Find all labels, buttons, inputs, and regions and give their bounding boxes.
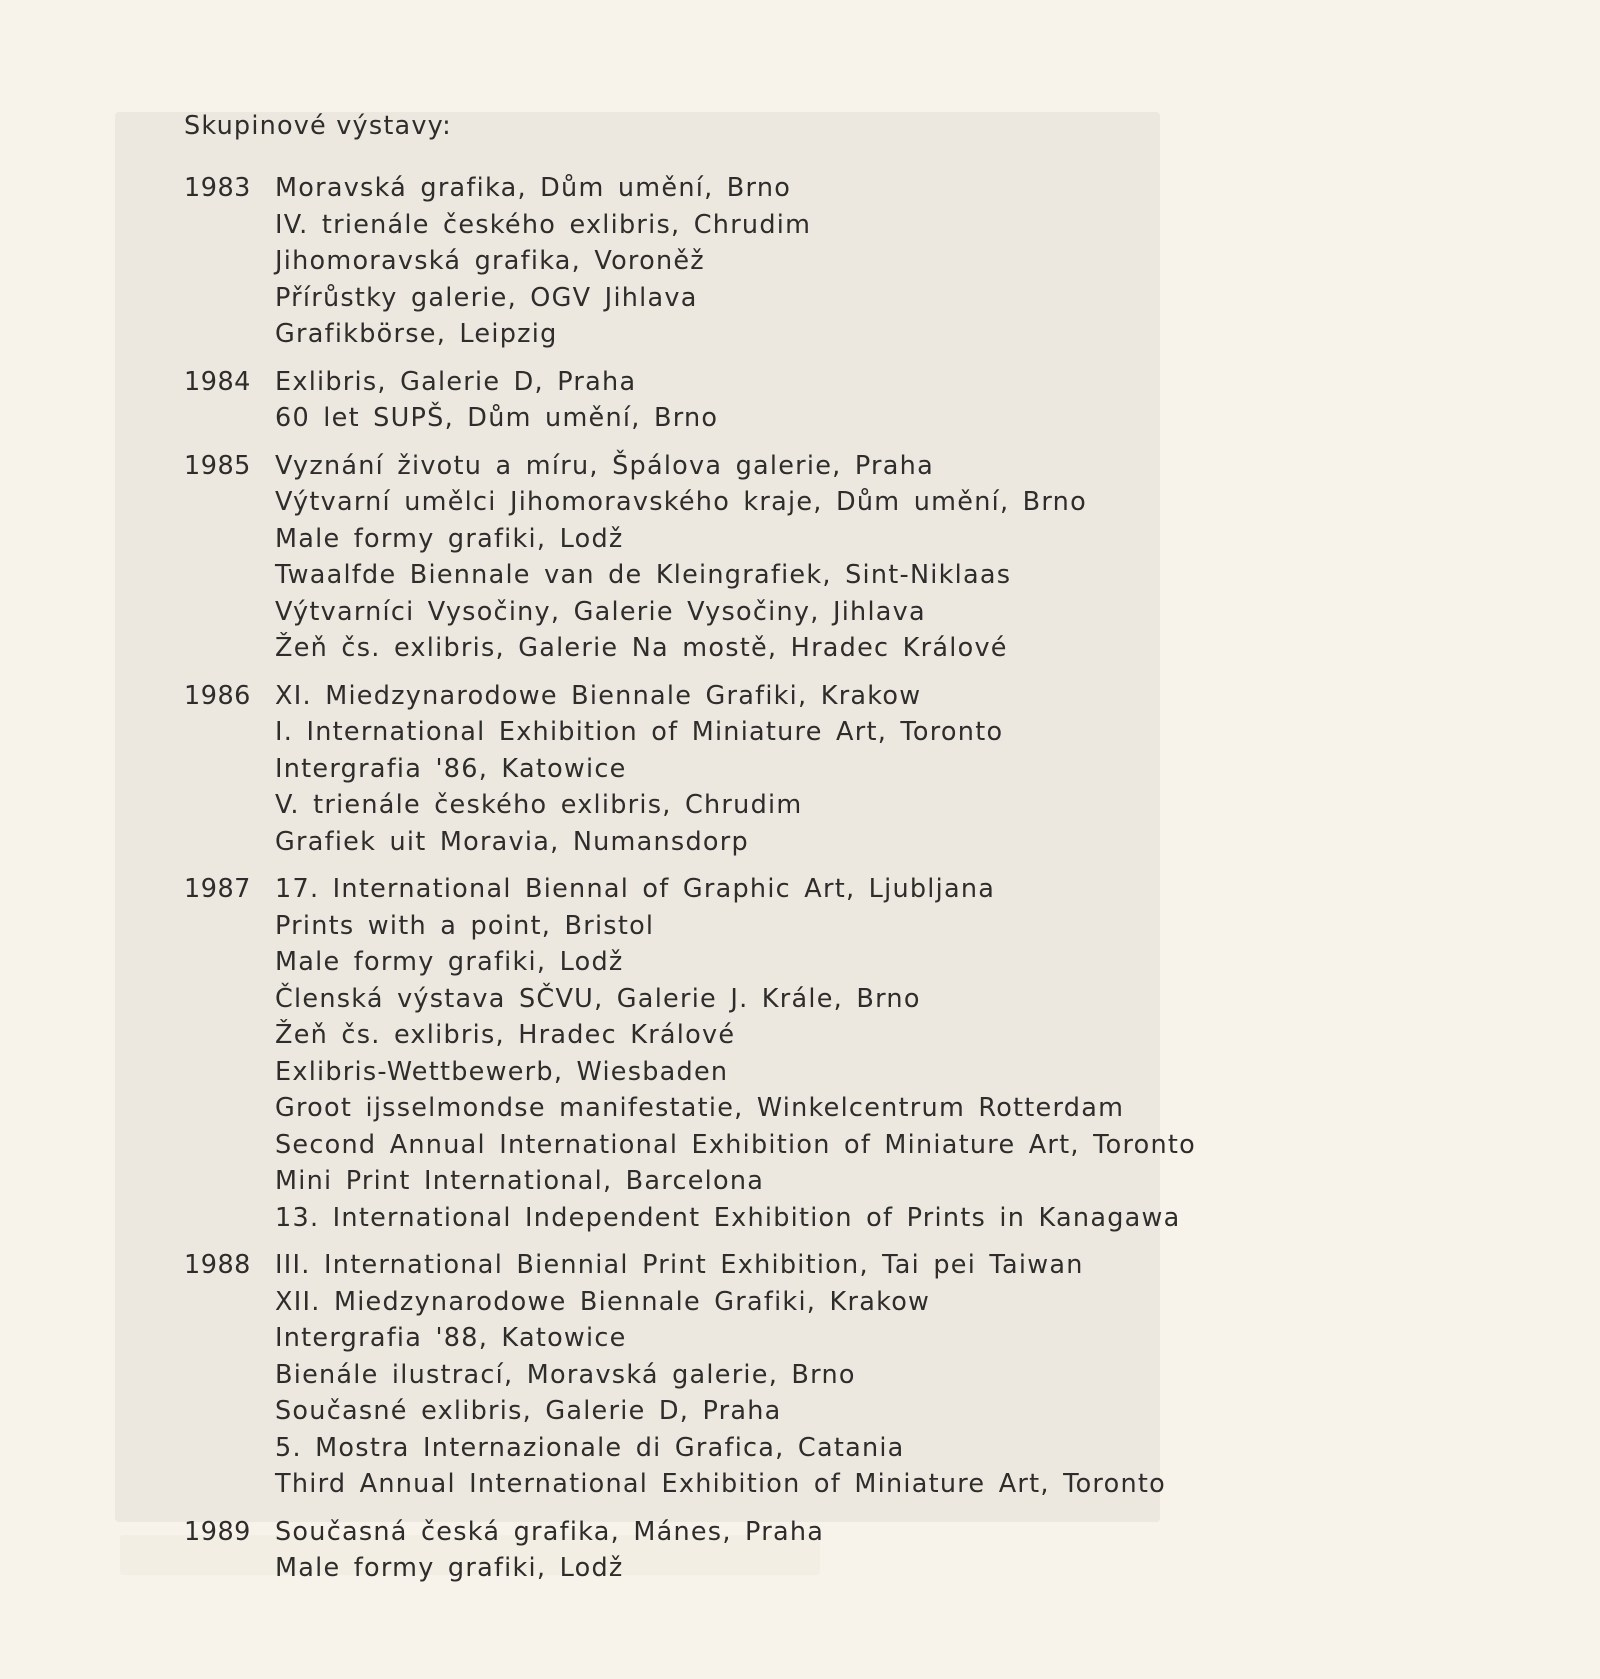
exhibition-entry: Mini Print International, Barcelona (275, 1166, 765, 1196)
exhibition-entry: Male formy grafiki, Lodž (275, 947, 624, 977)
year-group (184, 448, 1514, 667)
year-label: 1984 (184, 366, 251, 397)
exhibition-entry: 17. International Biennal of Graphic Art, Ljubljana (275, 874, 996, 904)
exhibition-entry: 5. Mostra Internazionale di Grafica, Catania (275, 1432, 905, 1463)
exhibition-entry: V. trienále českého exlibris, Chrudim (275, 790, 803, 820)
exhibition-list-page (184, 108, 1514, 1598)
exhibition-entry: Twaalfde Biennale van de Kleingrafiek, Sint-Niklaas (275, 560, 1012, 590)
exhibition-entry: Grafiek uit Moravia, Numansdorp (275, 826, 749, 857)
exhibition-items (275, 448, 1514, 667)
exhibition-items (275, 1247, 1514, 1503)
exhibition-entry: Přírůstky galerie, OGV Jihlava (275, 282, 698, 313)
exhibition-entry: Second Annual International Exhibition of Miniature Art, Toronto (275, 1129, 1197, 1160)
exhibition-entry: XI. Miedzynarodowe Biennale Grafiki, Krakow (275, 680, 922, 711)
exhibition-items (275, 170, 1514, 353)
exhibition-items (275, 364, 1514, 437)
exhibition-entry: Male formy grafiki, Lodž (275, 523, 624, 554)
exhibition-entry: Členská výstava SČVU, Galerie J. Krále, Brno (275, 983, 921, 1014)
year-label: 1985 (184, 450, 251, 481)
exhibition-entry: Současné exlibris, Galerie D, Praha (275, 1396, 782, 1426)
year-group (184, 871, 1514, 1236)
exhibition-entry: Groot ijsselmondse manifestatie, Winkelcentrum Rotterdam (275, 1093, 1125, 1123)
exhibition-items (275, 1514, 1514, 1587)
year-group (184, 170, 1514, 353)
exhibition-entry: Žeň čs. exlibris, Galerie Na mostě, Hradec Králové (275, 633, 1008, 663)
exhibition-entry: I. International Exhibition of Miniature Art, Toronto (275, 717, 1004, 747)
year-label: 1987 (184, 874, 251, 904)
exhibition-entry: 60 let SUPŠ, Dům umění, Brno (275, 403, 719, 433)
exhibition-entry: III. International Biennial Print Exhibition, Tai pei Taiwan (275, 1250, 1084, 1280)
page-heading: Skupinové výstavy: (184, 111, 452, 141)
year-group (184, 1247, 1514, 1503)
exhibition-items (275, 678, 1514, 861)
exhibition-entry: XII. Miedzynarodowe Biennale Grafiki, Krakow (275, 1286, 931, 1317)
exhibition-entry: Žeň čs. exlibris, Hradec Králové (275, 1020, 736, 1050)
exhibition-entry: Prints with a point, Bristol (275, 910, 655, 941)
year-group (184, 1514, 1514, 1587)
exhibition-entry: Moravská grafika, Dům umění, Brno (275, 173, 792, 203)
exhibition-entry: Současná česká grafika, Mánes, Praha (275, 1516, 825, 1547)
exhibition-items (275, 871, 1514, 1236)
exhibition-groups (184, 170, 1514, 1587)
exhibition-entry: Intergrafia '86, Katowice (275, 753, 627, 784)
year-label: 1986 (184, 680, 251, 711)
year-group (184, 364, 1514, 437)
year-label: 1983 (184, 173, 251, 203)
exhibition-entry: Vyznání životu a míru, Špálova galerie, Praha (275, 450, 934, 481)
year-group (184, 678, 1514, 861)
exhibition-entry: Bienále ilustrací, Moravská galerie, Brno (275, 1359, 856, 1390)
exhibition-entry: Grafikbörse, Leipzig (275, 319, 558, 349)
exhibition-entry: Exlibris-Wettbewerb, Wiesbaden (275, 1056, 729, 1087)
exhibition-entry: Male formy grafiki, Lodž (275, 1553, 624, 1583)
exhibition-entry: Výtvarníci Vysočiny, Galerie Vysočiny, Jihlava (275, 596, 926, 627)
exhibition-entry: Third Annual International Exhibition of Miniature Art, Toronto (275, 1469, 1166, 1499)
exhibition-entry: Exlibris, Galerie D, Praha (275, 366, 637, 397)
year-label: 1988 (184, 1250, 251, 1280)
exhibition-entry: IV. trienále českého exlibris, Chrudim (275, 209, 812, 240)
exhibition-entry: Výtvarní umělci Jihomoravského kraje, Dům umění, Brno (275, 487, 1087, 517)
exhibition-entry: 13. International Independent Exhibition of Prints in Kanagawa (275, 1202, 1181, 1233)
year-label: 1989 (184, 1516, 251, 1547)
exhibition-entry: Jihomoravská grafika, Voroněž (275, 246, 705, 276)
exhibition-entry: Intergrafia '88, Katowice (275, 1323, 627, 1353)
